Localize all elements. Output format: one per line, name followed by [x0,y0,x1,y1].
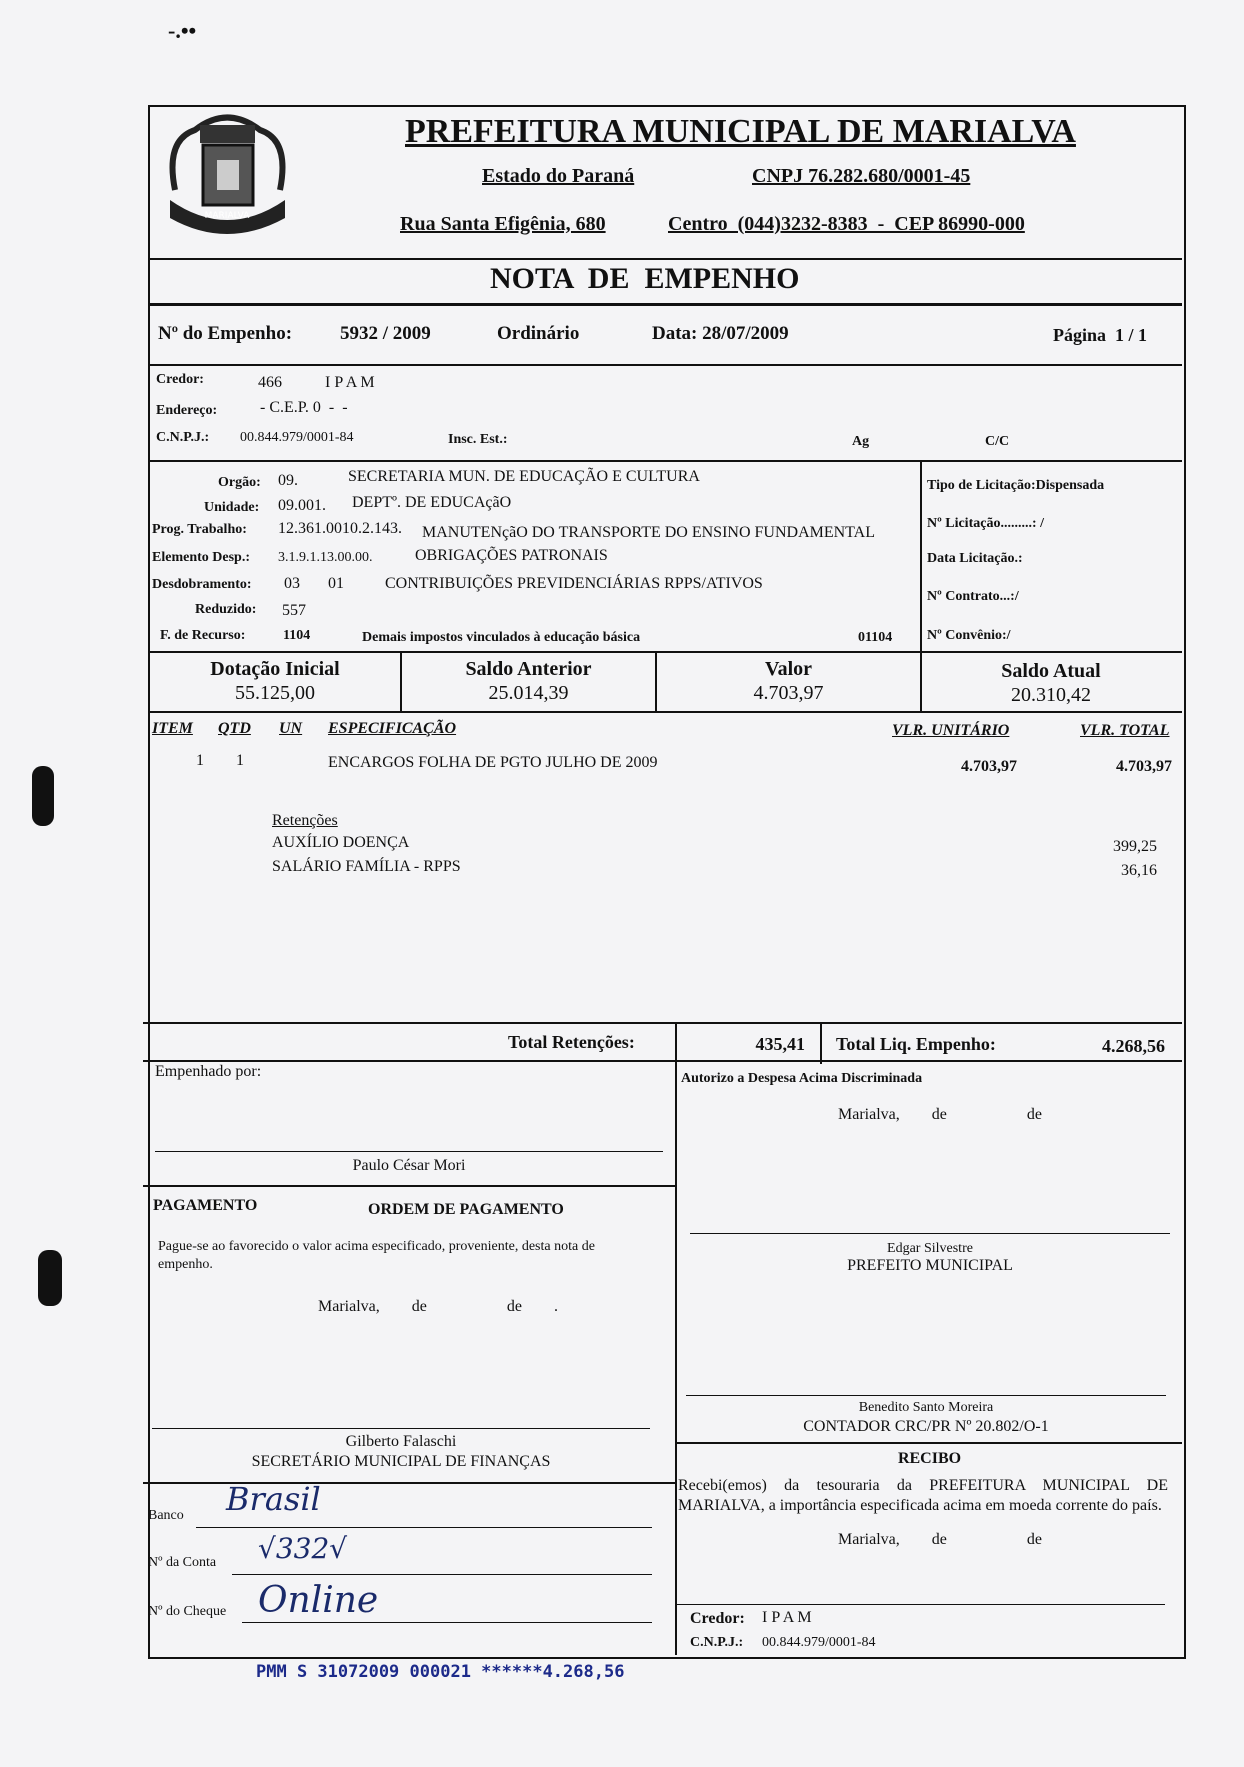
pague-text: Pague-se ao favorecido o valor acima especificado, proveniente, desta nota de empenho. [158,1239,595,1272]
licitacao-data: Data Licitação.: [927,551,1023,566]
recurso-code: 1104 [283,628,311,643]
state-label: Estado do Paraná [482,165,635,187]
unidade-name: DEPTº. DE EDUCAçãO [352,494,512,511]
autorizo-place-date: Marialva, de de [838,1106,1042,1123]
row-qtd: 1 [236,752,244,769]
credor-label: Credor: [156,372,204,387]
agency-label: Ag [852,434,870,449]
recibo-cnpj: 00.844.979/0001-84 [762,1635,876,1650]
conta-label: Nº da Conta [148,1555,217,1570]
insc-label: Insc. Est.: [448,432,508,447]
document-type-title: NOTA DE EMPENHO [490,262,800,295]
col-vlr-unitario: VLR. UNITÁRIO [892,722,1010,739]
empenho-number: 5932 / 2009 [340,323,431,344]
recibo-cnpj-label: C.N.P.J.: [690,1635,744,1650]
empenhado-label: Empenhado por: [155,1063,262,1080]
orgao-label: Orgão: [218,475,261,490]
unidade-label: Unidade: [204,500,260,515]
recurso-number: 01104 [858,630,893,645]
pagamento-place-date: Marialva, de de . [318,1298,558,1315]
credor-cnpj-label: C.N.P.J.: [156,430,210,445]
col-item: ITEM [152,720,193,737]
elemento-code: 3.1.9.1.13.00.00. [278,550,373,565]
convenio-numero: Nº Convênio:/ [927,628,1011,643]
cnpj-label: CNPJ 76.282.680/0001-45 [752,165,971,187]
recibo-place-date: Marialva, de de [838,1531,1042,1548]
row-vlr-total: 4.703,97 [1116,758,1172,775]
reduzido-label: Reduzido: [195,602,257,617]
col-vlr-total: VLR. TOTAL [1080,722,1170,739]
empenho-date: Data: 28/07/2009 [652,323,789,344]
contrato-numero: Nº Contrato...:/ [927,589,1019,604]
secretario-title: SECRETÁRIO MUNICIPAL DE FINANÇAS [251,1453,551,1470]
retencao-value: 36,16 [1121,862,1157,879]
recibo-text: Recebi(emos) da tesouraria da PREFEITURA MUNICIPAL DE MARIALVA, a importância especificada acima em moeda corrente do país. [678,1477,1168,1514]
empenho-number-label: Nº do Empenho: [158,323,293,344]
account-cc-label: C/C [985,434,1010,449]
punch-hole-bottom [38,1250,62,1306]
credor-cnpj: 00.844.979/0001-84 [240,430,354,445]
elemento-label: Elemento Desp.: [152,550,250,565]
unidade-code: 09.001. [278,497,326,514]
empenho-type: Ordinário [497,323,580,344]
recurso-name: Demais impostos vinculados à educação básica [362,630,641,645]
contador-title: CONTADOR CRC/PR Nº 20.802/O-1 [803,1418,1049,1435]
recibo-credor-label: Credor: [690,1610,745,1627]
retencao-value: 399,25 [1113,838,1157,855]
prog-code: 12.361.0010.2.143. [278,520,402,537]
desdobramento-label: Desdobramento: [152,577,252,592]
punch-hole-top [32,766,54,826]
col-un: UN [279,720,303,737]
conta-handwritten: √332√ [258,1532,348,1565]
prog-name: MANUTENçãO DO TRANSPORTE DO ENSINO FUNDAMENTAL [422,524,875,541]
saldo-atual-value: 20.310,42 [1011,684,1091,706]
dotacao-label: Dotação Inicial [210,658,340,680]
saldo-anterior-value: 25.014,39 [488,682,569,704]
svg-text:MARIALVA: MARIALVA [204,211,250,221]
pagamento-label: PAGAMENTO [153,1197,258,1214]
address-label: Endereço: [156,403,218,418]
dotacao-value: 55.125,00 [235,682,315,704]
total-liquido-value: 4.268,56 [1102,1036,1165,1056]
elemento-name: OBRIGAÇÕES PATRONAIS [415,547,608,564]
credor-code: 466 [258,374,282,391]
saldo-atual-label: Saldo Atual [1001,660,1101,682]
desdobramento-code: 03 01 [284,575,344,592]
total-liquido-label: Total Liq. Empenho: [836,1034,996,1054]
col-qtd: QTD [218,720,251,737]
total-retencoes-label: Total Retenções: [508,1032,635,1052]
valor-value: 4.703,97 [753,682,824,704]
recibo-title: RECIBO [897,1450,962,1467]
page-number: Página 1 / 1 [1053,325,1148,345]
retencao-name: SALÁRIO FAMÍLIA - RPPS [272,858,461,875]
corner-mark: -.•• [168,18,197,43]
row-vlr-unitario: 4.703,97 [961,758,1017,775]
cheque-handwritten: Online [258,1580,379,1621]
payment-stamp: PMM S 31072009 000021 ******4.268,56 [256,1662,625,1682]
ordem-pagamento-label: ORDEM DE PAGAMENTO [368,1201,564,1218]
prog-label: Prog. Trabalho: [152,522,247,537]
row-especificacao: ENCARGOS FOLHA DE PGTO JULHO DE 2009 [328,754,658,771]
retencao-name: AUXÍLIO DOENÇA [272,834,410,851]
prefeito-title: PREFEITO MUNICIPAL [847,1257,1013,1274]
page-title: PREFEITURA MUNICIPAL DE MARIALVA [405,113,1076,150]
saldo-anterior-label: Saldo Anterior [465,658,592,680]
recurso-label: F. de Recurso: [160,628,246,643]
district-phone-label: Centro (044)3232-8383 - CEP 86990-000 [668,213,1025,235]
orgao-code: 09. [278,472,298,489]
retencoes-title: Retenções [272,812,338,829]
reduzido-code: 557 [282,602,306,619]
prefeito-name: Edgar Silvestre [887,1241,973,1256]
licitacao-tipo: Tipo de Licitação:Dispensada [927,478,1105,493]
contador-name: Benedito Santo Moreira [858,1400,994,1415]
address-value: - C.E.P. 0 - - [260,399,348,416]
street-label: Rua Santa Efigênia, 680 [400,213,606,235]
desdobramento-name: CONTRIBUIÇÕES PREVIDENCIÁRIAS RPPS/ATIVOS [385,575,763,592]
empenhado-name: Paulo César Mori [352,1157,466,1174]
banco-handwritten: Brasil [226,1480,321,1518]
cheque-label: Nº do Cheque [148,1604,227,1619]
secretario-name: Gilberto Falaschi [345,1433,457,1450]
orgao-name: SECRETARIA MUN. DE EDUCAÇÃO E CULTURA [348,468,700,485]
total-retencoes-value: 435,41 [755,1034,805,1054]
valor-label: Valor [764,658,813,680]
col-especificacao: ESPECIFICAÇÃO [328,720,457,737]
coat-of-arms-logo [155,100,300,250]
credor-name: I P A M [325,374,375,391]
recibo-credor: I P A M [762,1609,812,1626]
licitacao-numero: Nº Licitação.........: / [927,516,1044,531]
autorizo-label: Autorizo a Despesa Acima Discriminada [681,1071,923,1086]
banco-label: Banco [148,1508,184,1523]
row-item: 1 [196,752,204,769]
